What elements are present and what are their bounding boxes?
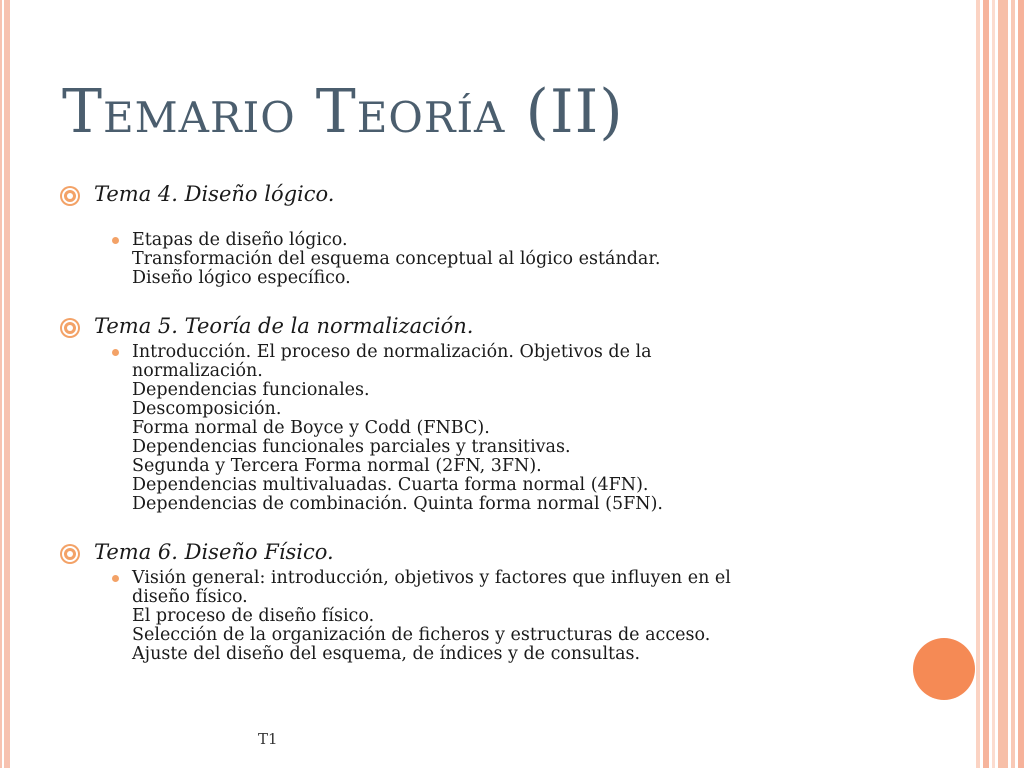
list-item: El proceso de diseño físico. bbox=[132, 606, 375, 626]
list-item: Forma normal de Boyce y Codd (FNBC). bbox=[132, 418, 490, 438]
list-item: diseño físico. bbox=[132, 587, 248, 607]
circle-bullet-icon bbox=[62, 188, 78, 204]
list-item: Selección de la organización de ficheros y estructuras de acceso. bbox=[132, 625, 711, 645]
list-item: Dependencias multivaluadas. Cuarta forma normal (4FN). bbox=[132, 475, 649, 495]
left-border bbox=[0, 0, 10, 768]
right-stripes bbox=[976, 0, 1024, 768]
topic-5-list bbox=[62, 343, 862, 514]
list-item: Ajuste del diseño del esquema, de índices y de consultas. bbox=[132, 644, 641, 664]
topic-5 bbox=[62, 314, 862, 514]
dot-bullet-icon bbox=[112, 237, 119, 244]
topic-4-heading: Tema 4. Diseño lógico. bbox=[94, 182, 335, 206]
circle-bullet-icon bbox=[62, 320, 78, 336]
list-item: Etapas de diseño lógico. bbox=[132, 230, 348, 250]
list-item: Visión general: introducción, objetivos y factores que influyen en el bbox=[132, 568, 731, 588]
topic-heading bbox=[62, 314, 862, 338]
slide-footer: T1 bbox=[258, 730, 278, 748]
list-item: Dependencias funcionales parciales y transitivas. bbox=[132, 437, 571, 457]
list-item: Dependencias funcionales. bbox=[132, 380, 370, 400]
list-item: Diseño lógico específico. bbox=[132, 268, 351, 288]
topic-6 bbox=[62, 540, 862, 664]
list-item: Descomposición. bbox=[132, 399, 282, 419]
list-item: Introducción. El proceso de normalización. Objetivos de la bbox=[132, 342, 652, 362]
topic-heading bbox=[62, 182, 862, 206]
topic-4 bbox=[62, 182, 862, 288]
dot-bullet-icon bbox=[112, 575, 119, 582]
dot-bullet-icon bbox=[112, 349, 119, 356]
topic-5-heading: Tema 5. Teoría de la normalización. bbox=[94, 314, 474, 338]
list-item: normalización. bbox=[132, 361, 263, 381]
slide-title: Temario Teoría (II) bbox=[62, 77, 624, 147]
topic-6-list bbox=[62, 569, 862, 664]
topic-4-list bbox=[62, 231, 862, 288]
topic-heading bbox=[62, 540, 862, 564]
list-item: Dependencias de combinación. Quinta forma normal (5FN). bbox=[132, 494, 663, 514]
topic-6-heading: Tema 6. Diseño Físico. bbox=[94, 540, 334, 564]
list-item: Segunda y Tercera Forma normal (2FN, 3FN). bbox=[132, 456, 542, 476]
list-item: Transformación del esquema conceptual al lógico estándar. bbox=[132, 249, 661, 269]
circle-bullet-icon bbox=[62, 546, 78, 562]
decorative-circle bbox=[913, 638, 975, 700]
